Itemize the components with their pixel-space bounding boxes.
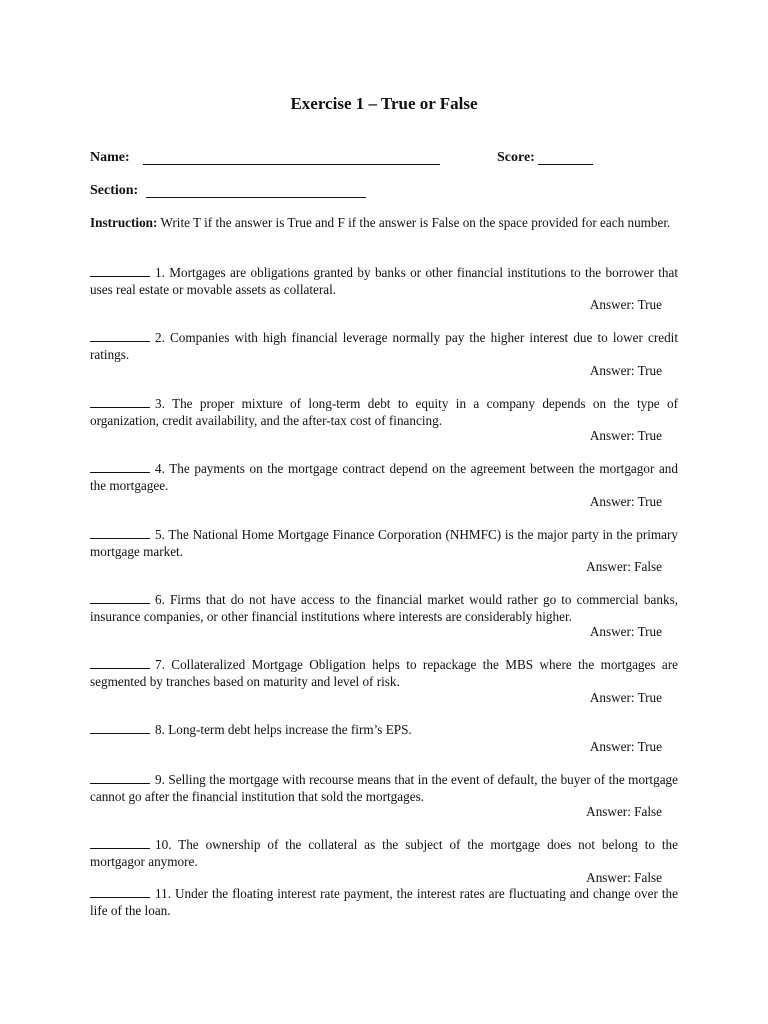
answer-key: Answer: False [586,804,662,819]
answer-key: Answer: True [589,297,662,312]
question-text: 7. Collateralized Mortgage Obligation helps to repackage the MBS where the mortgages are segmented by tranches based on maturity and level of risk. [90,657,678,689]
question-text: 5. The National Home Mortgage Finance Corporation (NHMFC) is the major party in the primary mortgage market. [90,527,678,559]
answer-blank[interactable] [90,886,150,898]
question-item [90,395,678,429]
answer-blank[interactable] [90,396,150,408]
question-item [90,885,678,919]
answer-blank[interactable] [90,722,150,734]
question-item [90,264,678,298]
question-item [90,526,678,560]
score-field[interactable] [538,164,593,165]
question-text: 8. Long-term debt helps increase the firm’s EPS. [155,722,412,737]
instruction-body: Write T if the answer is True and F if the answer is False on the space provided for each number. [157,215,671,230]
score-label: Score: [497,150,535,165]
answer-blank[interactable] [90,657,150,669]
instruction-text [90,214,678,231]
answer-key: Answer: True [589,363,662,378]
question-item [90,460,678,494]
page-title: Exercise 1 – True or False [290,94,478,113]
instruction-label: Instruction: [90,215,158,230]
answer-blank[interactable] [90,592,150,604]
question-item [90,771,678,805]
question-item [90,591,678,625]
question-text: 10. The ownership of the collateral as the subject of the mortgage does not belong to the mortgagor anymore. [90,837,678,869]
question-text: 6. Firms that do not have access to the financial market would rather go to commercial banks, insurance companies, or other financial institutions where interests are considerably higher. [90,592,678,624]
question-item [90,656,678,690]
answer-blank[interactable] [90,772,150,784]
question-text: 4. The payments on the mortgage contract depend on the agreement between the mortgagor and the mortgagee. [90,461,678,493]
name-label: Name: [90,150,130,165]
question-text: 3. The proper mixture of long-term debt to equity in a company depends on the type of organization, credit availability, and the after-tax cost of financing. [90,396,678,428]
answer-blank[interactable] [90,330,150,342]
answer-blank[interactable] [90,461,150,473]
question-item [90,836,678,870]
question-item [90,329,678,363]
question-text: 1. Mortgages are obligations granted by banks or other financial institutions to the borrower that uses real estate or movable assets as collateral. [90,265,678,297]
answer-key: Answer: True [589,690,662,705]
answer-key: Answer: True [589,428,662,443]
answer-key: Answer: False [586,870,662,885]
name-field[interactable] [143,164,440,165]
answer-key: Answer: True [589,494,662,509]
question-text: 2. Companies with high financial leverage normally pay the higher interest due to lower credit ratings. [90,330,678,362]
question-item [90,721,678,738]
section-field[interactable] [146,197,366,198]
answer-blank[interactable] [90,527,150,539]
answer-key: Answer: True [589,624,662,639]
answer-blank[interactable] [90,837,150,849]
answer-key: Answer: False [586,559,662,574]
question-text: 11. Under the floating interest rate payment, the interest rates are fluctuating and change over the life of the loan. [90,886,678,918]
answer-key: Answer: True [589,739,662,754]
question-text: 9. Selling the mortgage with recourse means that in the event of default, the buyer of the mortgage cannot go after the financial institution that sold the mortgages. [90,772,678,804]
answer-blank[interactable] [90,265,150,277]
section-label: Section: [90,183,139,198]
